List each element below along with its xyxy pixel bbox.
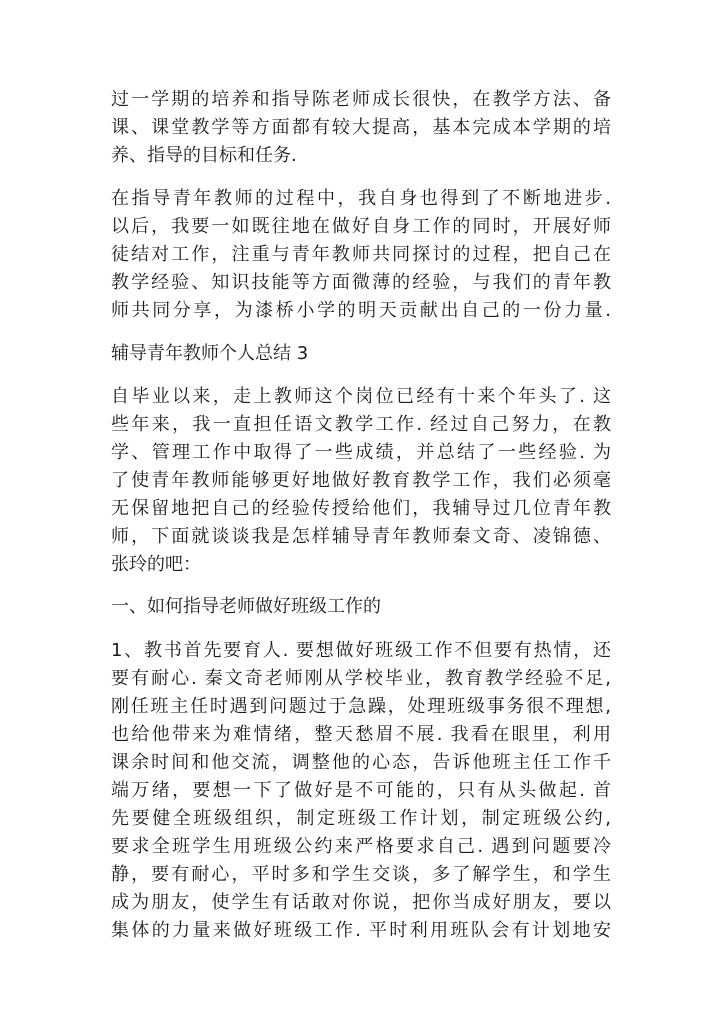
paragraph-1-line-1: 过一学期的培养和指导陈老师成长很快，在教学方法、备 bbox=[111, 89, 611, 110]
paragraph-3-line-4: 了使青年教师能够更好地做好教育教学工作，我们必须毫 bbox=[111, 470, 611, 491]
paragraph-4-line-2: 要有耐心. 秦文奇老师刚从学校毕业，教育教学经验不足, bbox=[111, 668, 611, 689]
paragraph-3-line-6: 师，下面就谈谈我是怎样辅导青年教师秦文奇、凌锦德、 bbox=[111, 526, 611, 547]
paragraph-2-line-2: 以后，我要一如既往地在做好自身工作的同时，开展好师 bbox=[111, 216, 611, 237]
paragraph-2-line-1: 在指导青年教师的过程中，我自身也得到了不断地进步. bbox=[111, 188, 611, 209]
paragraph-4-line-5: 课余时间和他交流，调整他的心态，告诉他班主任工作千 bbox=[111, 752, 611, 773]
paragraph-3-line-7: 张玲的吧： bbox=[111, 554, 201, 575]
paragraph-4-line-10: 成为朋友，使学生有话敢对你说，把你当成好朋友，要以 bbox=[111, 892, 611, 913]
paragraph-1-line-2: 课、课堂教学等方面都有较大提高，基本完成本学期的培 bbox=[111, 117, 611, 138]
paragraph-2-line-4: 教学经验、知识技能等方面微薄的经验，与我们的青年教 bbox=[111, 272, 611, 293]
paragraph-3-line-2: 些年来，我一直担任语文教学工作. 经过自己努力，在教 bbox=[111, 414, 611, 435]
paragraph-3-line-5: 无保留地把自己的经验传授给他们，我辅导过几位青年教 bbox=[111, 498, 611, 519]
section-title: 辅导青年教师个人总结 3 bbox=[111, 343, 309, 364]
paragraph-4-line-11: 集体的力量来做好班级工作. 平时利用班队会有计划地安 bbox=[111, 920, 611, 941]
subsection-heading: 一、如何指导老师做好班级工作的 bbox=[111, 596, 381, 617]
paragraph-1-line-3: 养、指导的目标和任务. bbox=[111, 145, 297, 166]
paragraph-4-line-9: 静，要有耐心，平时多和学生交谈，多了解学生，和学生 bbox=[111, 864, 611, 885]
paragraph-4-line-4: 也给他带来为难情绪，整天愁眉不展. 我看在眼里，利用 bbox=[111, 724, 611, 745]
paragraph-4-line-1: 1、教书首先要育人. 要想做好班级工作不但要有热情，还 bbox=[111, 640, 611, 661]
paragraph-4-line-7: 先要健全班级组织，制定班级工作计划，制定班级公约, bbox=[111, 808, 611, 829]
paragraph-4-line-3: 刚任班主任时遇到问题过于急躁，处理班级事务很不理想, bbox=[111, 696, 611, 717]
paragraph-3-line-3: 学、管理工作中取得了一些成绩，并总结了一些经验. 为 bbox=[111, 442, 611, 463]
paragraph-4-line-8: 要求全班学生用班级公约来严格要求自己. 遇到问题要冷 bbox=[111, 836, 611, 857]
paragraph-3-line-1: 自毕业以来，走上教师这个岗位已经有十来个年头了. 这 bbox=[111, 386, 611, 407]
paragraph-2-line-5: 师共同分享，为漆桥小学的明天贡献出自己的一份力量. bbox=[111, 300, 611, 321]
paragraph-2-line-3: 徒结对工作，注重与青年教师共同探讨的过程，把自己在 bbox=[111, 244, 611, 265]
paragraph-4-line-6: 端万绪，要想一下了做好是不可能的，只有从头做起. 首 bbox=[111, 780, 611, 801]
